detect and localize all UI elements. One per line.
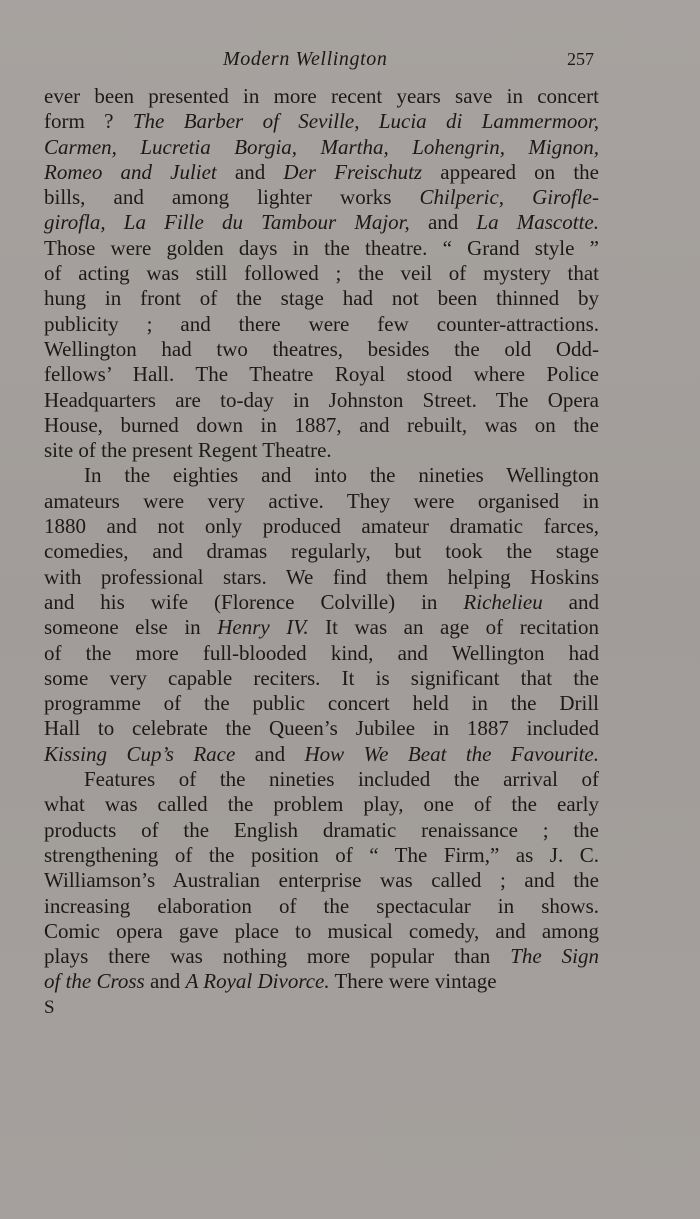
text-run: some very capable reciters. It is significant that the	[44, 665, 599, 690]
page-header	[0, 48, 700, 76]
text-line	[44, 792, 599, 817]
text-run: plays there was nothing more popular than	[44, 944, 511, 969]
text-run: Wellington had two theatres, besides the old Odd-	[44, 336, 599, 361]
italic-title: Romeo and Juliet	[44, 159, 217, 184]
text-run: In the eighties and into the nineties Wellington	[84, 463, 599, 488]
text-run: There were vintage	[329, 969, 497, 994]
signature-mark: S	[44, 997, 56, 1018]
text-run: Hall to celebrate the Queen’s Jubilee in 1887 included	[44, 716, 599, 741]
text-line	[44, 868, 599, 893]
text-run: and	[542, 589, 599, 614]
text-line	[44, 362, 599, 387]
text-line	[44, 312, 599, 337]
text-line	[44, 539, 599, 564]
text-run: 1880 and not only produced amateur dramatic farces,	[44, 514, 599, 539]
text-line	[44, 438, 599, 463]
text-run: with professional stars. We find them helping Hoskins	[44, 564, 599, 589]
text-run: products of the English dramatic renaissance ; the	[44, 817, 599, 842]
text-line	[44, 463, 599, 488]
page-number: 257	[567, 49, 594, 69]
italic-title: A Royal Divorce.	[185, 969, 330, 994]
text-line	[44, 691, 599, 716]
text-run: programme of the public concert held in the Drill	[44, 691, 599, 716]
text-run: hung in front of the stage had not been thinned by	[44, 286, 599, 311]
italic-title: girofla, La Fille du Tambour Major,	[44, 210, 410, 235]
text-line	[44, 894, 599, 919]
text-run: Comic opera gave place to musical comedy, and among	[44, 918, 599, 943]
text-run: ever been presented in more recent years save in concert	[44, 84, 599, 108]
text-line	[44, 286, 599, 311]
text-line	[44, 969, 599, 994]
text-line	[44, 843, 599, 868]
italic-title: The Barber of Seville, Lucia di Lammermoor,	[132, 109, 599, 134]
text-run: fellows’ Hall. The Theatre Royal stood where Police	[44, 362, 599, 387]
text-run: of the more full-blooded kind, and Wellington had	[44, 640, 599, 665]
text-run: Headquarters are to-day in Johnston Street. The Opera	[44, 387, 599, 412]
text-line	[44, 615, 599, 640]
text-run: Features of the nineties included the arrival of	[84, 767, 599, 792]
text-run: what was called the problem play, one of the early	[44, 792, 599, 817]
text-run: and	[144, 969, 186, 994]
text-run: bills, and among lighter works	[44, 185, 420, 210]
text-line	[44, 818, 599, 843]
text-line	[44, 489, 599, 514]
text-run: appeared on the	[422, 159, 599, 184]
italic-title: Richelieu	[463, 589, 543, 614]
text-line	[44, 742, 599, 767]
italic-title: Der Freischutz	[283, 159, 423, 184]
text-line	[44, 767, 599, 792]
text-line	[44, 210, 599, 235]
text-line	[44, 565, 599, 590]
italic-title: Carmen, Lucretia Borgia, Martha, Lohengrin, Mignon,	[44, 134, 599, 159]
italic-title: The Sign	[510, 944, 600, 969]
text-line	[44, 641, 599, 666]
text-line	[44, 261, 599, 286]
text-run: strengthening of the position of “ The Firm,” as J. C.	[44, 842, 599, 867]
text-line	[44, 109, 599, 134]
text-run: Those were golden days in the theatre. “ Grand style ”	[44, 235, 599, 260]
italic-title: Henry IV.	[217, 615, 309, 640]
text-line	[44, 919, 599, 944]
text-line	[44, 666, 599, 691]
text-run: publicity ; and there were few counter-attractions.	[44, 311, 599, 336]
text-line	[44, 337, 599, 362]
text-line	[44, 590, 599, 615]
text-run: someone else in	[44, 615, 218, 640]
italic-title: Kissing Cup’s Race	[44, 741, 236, 766]
text-run: and his wife (Florence Colville) in	[44, 589, 464, 614]
text-run: comedies, and dramas regularly, but took the stage	[44, 539, 599, 564]
text-line	[44, 514, 599, 539]
text-run: amateurs were very active. They were organised in	[44, 488, 599, 513]
italic-title: How We Beat the Favourite.	[304, 741, 599, 766]
text-line	[44, 716, 599, 741]
text-line	[44, 135, 599, 160]
text-line	[44, 388, 599, 413]
text-line	[44, 160, 599, 185]
italic-title: La Mascotte.	[476, 210, 599, 235]
text-run: Williamson’s Australian enterprise was called ; and the	[44, 868, 599, 893]
text-line	[44, 236, 599, 261]
text-run: site of the present Regent Theatre.	[44, 438, 332, 463]
text-line	[44, 185, 599, 210]
text-run: and	[409, 210, 477, 235]
text-line	[44, 944, 599, 969]
text-run: and	[235, 741, 305, 766]
italic-title: Chilperic, Girofle-	[419, 185, 599, 210]
text-line	[44, 413, 599, 438]
text-run: form ?	[44, 109, 133, 134]
text-run: It was an age of recitation	[308, 615, 599, 640]
text-run: House, burned down in 1887, and rebuilt, was on the	[44, 412, 599, 437]
text-line	[44, 84, 599, 109]
body-text	[44, 84, 599, 995]
running-title: Modern Wellington	[223, 48, 388, 70]
text-run: increasing elaboration of the spectacular in shows.	[44, 893, 599, 918]
text-run: and	[216, 159, 284, 184]
text-run: of acting was still followed ; the veil of mystery that	[44, 261, 599, 286]
italic-title: of the Cross	[44, 969, 145, 994]
